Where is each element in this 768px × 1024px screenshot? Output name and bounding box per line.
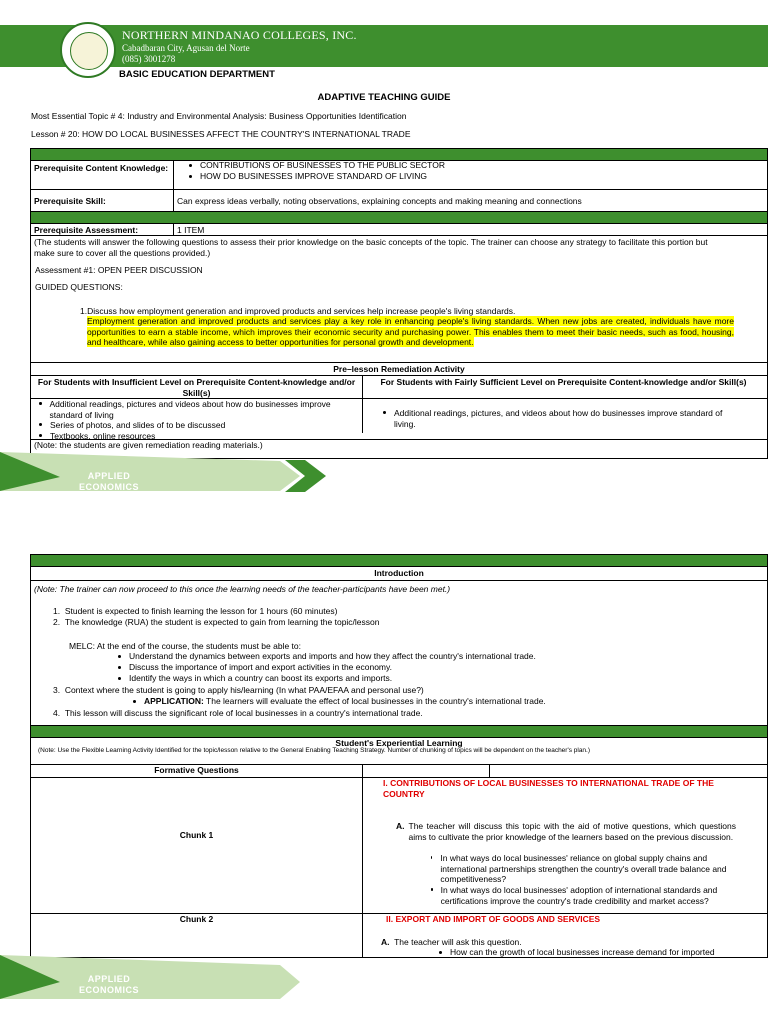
prereq-table [30,148,768,459]
org-name: NORTHERN MINDANAO COLLEGES, INC. [122,28,357,42]
intro-note: (Note: The trainer can now proceed to this once the learning needs of the teacher-participants have been met.) [34,584,451,594]
assessment-value: 1 ITEM [177,225,205,235]
remediation-title: Pre–lesson Remediation Activity [333,364,465,374]
remediation-note: (Note: the students are given remediation reading materials.) [34,440,263,450]
skill-value: Can express ideas verbally, noting observations, explaining concepts and making meaning and connections [177,196,582,206]
chunk-2-item-a: A. The teacher will ask this question. [381,937,522,947]
introduction-table [30,554,768,958]
melc-item-2: Discuss the importance of import and export activities in the economy. [118,662,392,673]
remediation-col1-header: For Students with Insufficient Level on Prerequisite Content-knowledge and/or Skill(s) [37,377,356,398]
formative-header: Formative Questions [154,765,239,775]
chunk-2-label: Chunk 2 [179,914,214,924]
intro-item-2: 2. The knowledge (RUA) the student is expected to gain from learning the topic/lesson [53,617,380,627]
assessment-label: Prerequisite Assessment: [34,225,139,235]
chunk-1-bullet-2: In what ways do local businesses' adoption of international standards and certifications improve the country's trade credibility and market access? [431,885,736,906]
remediation-col2-list: Additional readings, pictures, and videos about how do businesses improve standard of living. [383,408,743,429]
melc-label: MELC: At the end of the course, the students must be able to: [69,641,301,651]
intro-item-1: 1. Student is expected to finish learning the lesson for 1 hours (60 minutes) [53,606,338,616]
intro-title: Introduction [374,568,424,578]
org-address: Cabadbaran City, Agusan del Norte [122,43,250,53]
footer-arrow-1 [0,452,330,492]
skill-label: Prerequisite Skill: [34,196,106,206]
org-phone: (085) 3001278 [122,54,176,64]
content-knowledge-label: Prerequisite Content Knowledge: [34,163,169,173]
guided-question: 1.Discuss how employment generation and improved products and services help increase people's living standards. [80,306,516,316]
assessment-type: Assessment #1: OPEN PEER DISCUSSION [35,265,203,275]
chunk-1-heading: I. CONTRIBUTIONS OF LOCAL BUSINESSES TO INTERNATIONAL TRADE OF THE COUNTRY [383,778,714,799]
content-item-1: CONTRIBUTIONS OF BUSINESSES TO THE PUBLIC SECTOR [189,160,445,171]
melc-item-3: Identify the ways in which a country can boost its exports and imports. [118,673,392,684]
application-line: APPLICATION: The learners will evaluate the effect of local businesses in the country's international trade. [133,696,546,707]
melc-item-1: Understand the dynamics between exports and imports and how they affect the country's international trade. [118,651,536,662]
experiential-note: (Note: Use the Flexible Learning Activity Identified for the topic/lesson relative to the General Enabling Teaching Strategy. Number of chunking of topics will be dependent on the teacher's plan.) [38,747,591,754]
remediation-col2-header: For Students with Fairly Sufficient Level on Prerequisite Content-knowledge and/or Skill(s) [380,377,747,387]
guided-label: GUIDED QUESTIONS: [35,282,123,292]
chunk-1-label: Chunk 1 [179,830,214,840]
topic-line: Most Essential Topic # 4: Industry and Environmental Analysis: Business Opportunities Identification [31,111,407,121]
footer-label-1: APPLIED ECONOMICS [78,471,139,490]
lesson-line: Lesson # 20: HOW DO LOCAL BUSINESSES AFFECT THE COUNTRY'S INTERNATIONAL TRADE [31,129,411,139]
content-item-2: HOW DO BUSINESSES IMPROVE STANDARD OF LIVING [189,171,427,182]
chunk-1-bullet-1: In what ways do local businesses' reliance on global supply chains and international partnerships strengthen the country's overall trade balance and competitiveness? [431,853,736,885]
experiential-title: Student's Experiential Learning [335,738,463,748]
footer-label-2: APPLIED ECONOMICS [78,974,139,993]
chunk-1-item-a: A. The teacher will discuss this topic with the aid of motive questions, which questions aims to cultivate the prior knowledge of the learners based on the previous discussion. [396,821,736,842]
page-title: ADAPTIVE TEACHING GUIDE [317,92,451,103]
remediation-col1-list: Additional readings, pictures and videos about how do businesses improve standard of living Series of photos, and slides of to be discussed Textbooks, online resources [39,399,339,441]
school-logo [60,22,116,78]
intro-item-4: 4. This lesson will discuss the significant role of local businesses in a country's international trade. [53,708,423,718]
chunk-2-bullet: How can the growth of local businesses increase demand for imported [439,947,715,958]
chunk-2-heading: II. EXPORT AND IMPORT OF GOODS AND SERVICES [386,914,601,924]
intro-item-3: 3. Context where the student is going to apply his/learning (In what PAA/EFAA and personal use?) [53,685,424,695]
guided-answer: Employment generation and improved products and services play a key role in enhancing people's living standards. When new jobs are created, individuals have more opportunities to earn a stable income, which improves their economic security and purchasing power. This enables them to meet their basic needs, such as food, housing, and healthcare, while also gaining access to better opportunities for personal growth and development. [87,316,734,347]
department: BASIC EDUCATION DEPARTMENT [119,69,275,80]
footer-arrow-2 [0,955,330,1000]
assessment-note: (The students will answer the following questions to assess their prior knowledge on the basic concepts of the topic. The trainer can choose any strategy to facilitate this portion but make sure to cover all the questions provided.) [34,237,708,258]
